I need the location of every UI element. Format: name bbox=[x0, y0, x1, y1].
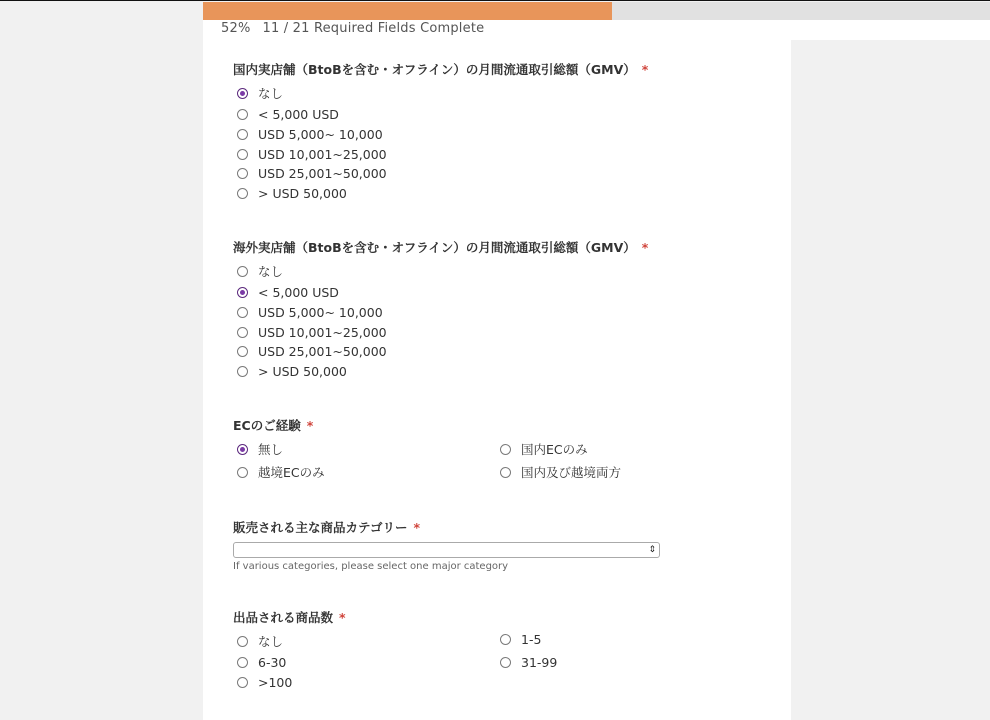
radio-button[interactable] bbox=[500, 657, 511, 668]
radio-q3-option-1[interactable] bbox=[500, 440, 588, 458]
radio-q2-option-1[interactable] bbox=[237, 285, 339, 300]
progress-fields-count: 11 / 21 Required Fields Complete bbox=[262, 21, 485, 36]
radio-button[interactable] bbox=[237, 327, 248, 338]
question-product-category-label bbox=[233, 518, 420, 536]
radio-label: < 5,000 USD bbox=[258, 107, 339, 122]
radio-button[interactable] bbox=[237, 168, 248, 179]
radio-label: USD 25,001~50,000 bbox=[258, 166, 387, 181]
radio-q1-option-3[interactable] bbox=[237, 147, 387, 162]
radio-label: 越境ECのみ bbox=[258, 465, 325, 480]
question-overseas-store-gmv-label bbox=[233, 238, 648, 256]
radio-label: なし bbox=[258, 264, 284, 279]
radio-button[interactable] bbox=[500, 467, 511, 478]
required-mark: * bbox=[641, 240, 649, 255]
question-label-text: ECのご経験 bbox=[233, 418, 301, 433]
radio-q2-option-3[interactable] bbox=[237, 325, 387, 340]
progress-bar bbox=[203, 2, 990, 20]
radio-button[interactable] bbox=[237, 109, 248, 120]
radio-q2-option-0[interactable] bbox=[237, 262, 283, 280]
radio-q5-option-1[interactable] bbox=[500, 632, 541, 647]
radio-button[interactable] bbox=[237, 657, 248, 668]
radio-q3-option-2[interactable] bbox=[237, 463, 325, 481]
question-label-text: 販売される主な商品カテゴリー bbox=[233, 520, 408, 535]
required-mark: * bbox=[339, 610, 346, 625]
radio-button[interactable] bbox=[237, 88, 248, 99]
radio-q1-option-0[interactable] bbox=[237, 84, 283, 102]
radio-button[interactable] bbox=[237, 346, 248, 357]
radio-q2-option-2[interactable] bbox=[237, 305, 383, 320]
select-arrows-icon: ⇕ bbox=[648, 545, 656, 555]
radio-label: 31-99 bbox=[521, 655, 558, 670]
radio-button[interactable] bbox=[237, 287, 248, 298]
progress-status bbox=[221, 21, 484, 36]
radio-q3-option-0[interactable] bbox=[237, 440, 283, 458]
radio-button[interactable] bbox=[237, 677, 248, 688]
question-label-text: 国内実店舗（BtoBを含む・オフライン）の月間流通取引総額（GMV） bbox=[233, 62, 636, 77]
radio-q3-option-3[interactable] bbox=[500, 463, 621, 481]
radio-q5-option-0[interactable] bbox=[237, 632, 283, 650]
radio-q2-option-5[interactable] bbox=[237, 364, 347, 379]
radio-button[interactable] bbox=[237, 636, 248, 647]
radio-q1-option-1[interactable] bbox=[237, 107, 339, 122]
radio-button[interactable] bbox=[237, 149, 248, 160]
required-mark: * bbox=[306, 418, 314, 433]
radio-button[interactable] bbox=[237, 129, 248, 140]
progress-bar-fill bbox=[203, 2, 612, 20]
radio-button[interactable] bbox=[500, 634, 511, 645]
radio-label: USD 10,001~25,000 bbox=[258, 325, 387, 340]
question-label-text: 海外実店舗（BtoBを含む・オフライン）の月間流通取引総額（GMV） bbox=[233, 240, 636, 255]
radio-label: 6-30 bbox=[258, 655, 287, 670]
radio-label: > USD 50,000 bbox=[258, 186, 347, 201]
radio-button[interactable] bbox=[237, 467, 248, 478]
product-category-hint: If various categories, please select one major category bbox=[233, 561, 509, 572]
radio-label: なし bbox=[258, 634, 284, 649]
radio-button[interactable] bbox=[237, 444, 248, 455]
required-mark: * bbox=[413, 520, 421, 535]
radio-label: >100 bbox=[258, 675, 293, 690]
radio-q5-option-4[interactable] bbox=[237, 675, 292, 690]
radio-label: > USD 50,000 bbox=[258, 364, 347, 379]
radio-label: < 5,000 USD bbox=[258, 285, 339, 300]
radio-label: USD 5,000~ 10,000 bbox=[258, 305, 383, 320]
radio-label: USD 25,001~50,000 bbox=[258, 344, 387, 359]
required-mark: * bbox=[641, 62, 649, 77]
radio-button[interactable] bbox=[237, 307, 248, 318]
radio-label: USD 5,000~ 10,000 bbox=[258, 127, 383, 142]
radio-q1-option-5[interactable] bbox=[237, 186, 347, 201]
radio-label: なし bbox=[258, 86, 284, 101]
radio-button[interactable] bbox=[237, 266, 248, 277]
radio-label: USD 10,001~25,000 bbox=[258, 147, 387, 162]
radio-q2-option-4[interactable] bbox=[237, 344, 387, 359]
radio-button[interactable] bbox=[237, 188, 248, 199]
radio-button[interactable] bbox=[500, 444, 511, 455]
radio-q1-option-4[interactable] bbox=[237, 166, 387, 181]
radio-q5-option-2[interactable] bbox=[237, 655, 286, 670]
progress-percent: 52% bbox=[221, 21, 251, 36]
question-product-count-label bbox=[233, 608, 346, 626]
radio-q1-option-2[interactable] bbox=[237, 127, 383, 142]
question-domestic-store-gmv-label bbox=[233, 60, 648, 78]
radio-label: 国内ECのみ bbox=[521, 442, 588, 457]
question-label-text: 出品される商品数 bbox=[233, 610, 334, 625]
radio-label: 無し bbox=[258, 442, 284, 457]
radio-q5-option-3[interactable] bbox=[500, 655, 557, 670]
radio-button[interactable] bbox=[237, 366, 248, 377]
window-top-edge bbox=[0, 0, 990, 1]
radio-label: 国内及び越境両方 bbox=[521, 465, 622, 480]
product-category-select[interactable] bbox=[233, 542, 660, 558]
question-ec-experience-label bbox=[233, 416, 313, 434]
radio-label: 1-5 bbox=[521, 632, 542, 647]
